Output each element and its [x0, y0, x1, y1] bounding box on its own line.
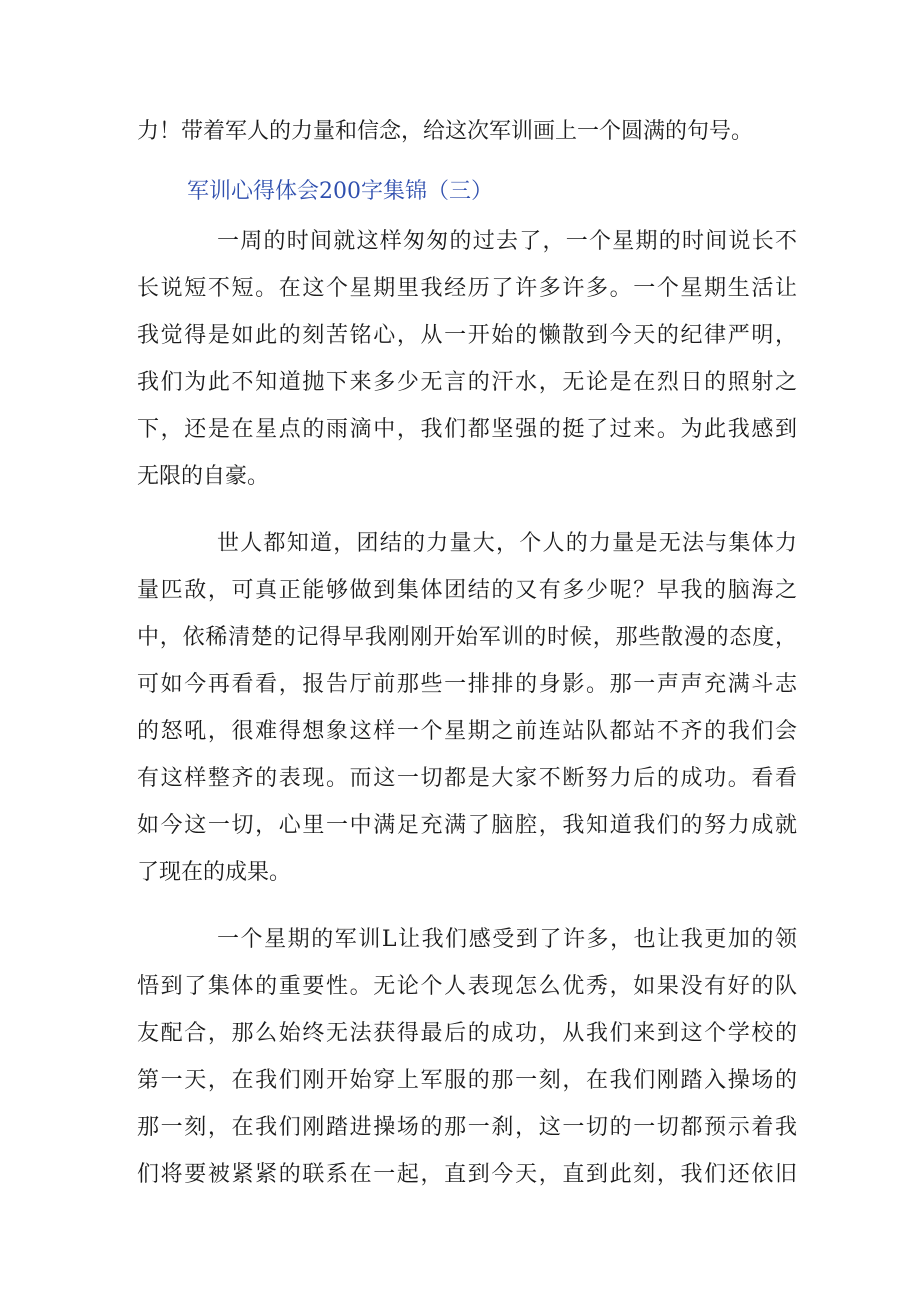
- text-line: 我觉得是如此的刻苦铭心，从一开始的懒散到今天的纪律严明，: [137, 323, 797, 348]
- text-line: 量匹敌，可真正能够做到集体团结的又有多少呢？早我的脑海之: [137, 578, 797, 603]
- text-line: 有这样整齐的表现。而这一切都是大家不断努力后的成功。看看: [137, 766, 797, 791]
- text-line: 友配合，那么始终无法获得最后的成功，从我们来到这个学校的: [137, 1021, 797, 1046]
- text-line: 一个星期的军训L让我们感受到了许多，也让我更加的领: [217, 927, 797, 952]
- paragraph-2: [137, 520, 797, 896]
- text-line: 那一刻，在我们刚踏进操场的那一刹，这一切的一切都预示着我: [137, 1115, 797, 1140]
- section-heading: 军训心得体会200字集锦（三）: [187, 179, 493, 204]
- text-line: 第一天，在我们刚开始穿上军服的那一刻，在我们刚踏入操场的: [137, 1068, 797, 1093]
- text-line: 们将要被紧紧的联系在一起，直到今天，直到此刻，我们还依旧: [137, 1162, 797, 1187]
- text-line: 可如今再看看，报告厅前那些一排排的身影。那一声声充满斗志: [137, 672, 797, 697]
- paragraph-1: [137, 218, 797, 500]
- text-line: 世人都知道，团结的力量大，个人的力量是无法与集体力: [217, 531, 797, 556]
- text-line: 的怒吼，很难得想象这样一个星期之前连站队都站不齐的我们会: [137, 719, 797, 744]
- text-line: 如今这一切，心里一中满足充满了脑腔，我知道我们的努力成就: [137, 813, 797, 838]
- text-line: 一周的时间就这样匆匆的过去了，一个星期的时间说长不: [217, 229, 797, 254]
- top-line-paragraph: [137, 108, 797, 155]
- text-line: 中，依稀清楚的记得早我刚刚开始军训的时候，那些散漫的态度，: [137, 625, 797, 650]
- text-line: 长说短不短。在这个星期里我经历了许多许多。一个星期生活让: [137, 276, 797, 301]
- text-line: 悟到了集体的重要性。无论个人表现怎么优秀，如果没有好的队: [137, 974, 797, 999]
- paragraph-3: [137, 916, 797, 1198]
- text-line: 力！带着军人的力量和信念，给这次军训画上一个圆满的句号。: [137, 119, 754, 144]
- text-line: 下，还是在星点的雨滴中，我们都坚强的挺了过来。为此我感到: [137, 417, 797, 442]
- text-line: 无限的自豪。: [137, 464, 270, 489]
- text-line: 我们为此不知道抛下来多少无言的汗水，无论是在烈日的照射之: [137, 370, 797, 395]
- text-line: 了现在的成果。: [137, 860, 292, 885]
